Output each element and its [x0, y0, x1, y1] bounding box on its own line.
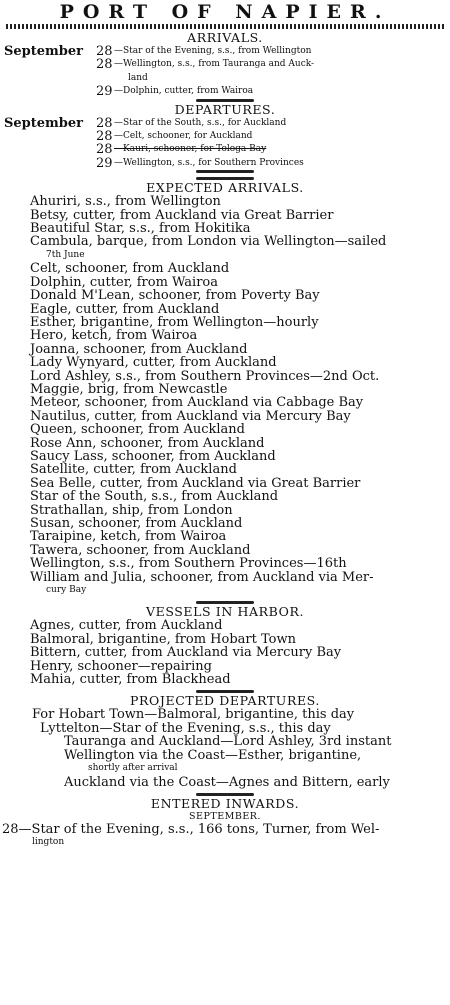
row-text: Tawera, schooner, from Auckland [30, 542, 251, 558]
row-text: Joanna, schooner, from Auckland [30, 341, 248, 357]
arrivals-row [0, 45, 450, 58]
expected-row [0, 316, 450, 329]
expected-row [0, 343, 450, 356]
row-text: —Kauri, schooner, for Tologa Bay [114, 144, 267, 155]
row-text: Cambula, barque, from London via Wellington—sailed [30, 234, 387, 250]
row-text: Celt, schooner, from Auckland [30, 261, 230, 277]
row-text: Bittern, cutter, from Auckland via Mercury Bay [30, 645, 342, 661]
row-text: Satellite, cutter, from Auckland [30, 462, 237, 478]
page-title: PORT OF NAPIER. [59, 1, 391, 23]
arrivals-heading: ARRIVALS. [187, 30, 263, 45]
expected-row [0, 423, 450, 436]
departures-row [0, 157, 450, 170]
row-text: Wellington, s.s., from Southern Provinces—16th [30, 556, 347, 572]
departures-row [0, 117, 450, 130]
entered-inwards-heading: ENTERED INWARDS. [150, 795, 300, 811]
departures-section [0, 103, 450, 174]
row-text: —Star of the Evening, s.s., from Wellington [114, 46, 312, 56]
row-text: Saucy Lass, schooner, from Auckland [30, 448, 276, 464]
expected-row [0, 410, 450, 423]
entered-inwards-section [0, 793, 450, 850]
projected-row [0, 708, 450, 721]
expected-row [0, 450, 450, 463]
row-text: Lady Wynyard, cutter, from Auckland [30, 355, 277, 371]
expected-row [0, 571, 450, 598]
row-text: Wellington via the Coast—Esther, brigantine, [64, 747, 362, 763]
expected-arrivals-heading: EXPECTED ARRIVALS. [146, 180, 304, 196]
harbor-row [0, 673, 450, 686]
row-text: Lyttelton—Star of the Evening, s.s., this day [40, 720, 331, 736]
expected-row [0, 289, 450, 302]
row-continuation: land [128, 72, 148, 83]
row-text: Lord Ashley, s.s., from Southern Provinces—2nd Oct. [30, 368, 380, 384]
expected-row [0, 303, 450, 316]
expected-row [0, 383, 450, 396]
expected-arrivals-section [0, 177, 450, 597]
projected-row [0, 722, 450, 735]
row-day: 29 [96, 84, 113, 100]
row-text: 28—Star of the Evening, s.s., 166 tons, Turner, from Wel- [2, 821, 380, 837]
vessels-in-harbor-section [0, 601, 450, 686]
projected-departures-heading: PROJECTED DEPARTURES. [130, 693, 320, 709]
harbor-row [0, 646, 450, 659]
row-text: Maggie, brig, from Newcastle [30, 381, 228, 397]
row-text: Meteor, schooner, from Auckland via Cabbage Bay [30, 395, 364, 411]
row-text: Nautilus, cutter, from Auckland via Mercury Bay [30, 408, 351, 424]
arrivals-section [0, 31, 450, 102]
row-continuation: lington [32, 837, 65, 848]
row-text: —Celt, schooner, for Auckland [114, 131, 253, 142]
expected-row [0, 396, 450, 409]
departures-row [0, 143, 450, 156]
row-text: For Hobart Town—Balmoral, brigantine, this day [32, 707, 355, 723]
row-text: Agnes, cutter, from Auckland [30, 618, 223, 634]
expected-row [0, 557, 450, 570]
harbor-row [0, 660, 450, 673]
arrivals-row [0, 85, 450, 98]
expected-row [0, 544, 450, 557]
row-text: Henry, schooner—repairing [30, 658, 212, 674]
row-text: Sea Belle, cutter, from Auckland via Great Barrier [30, 475, 361, 491]
projected-row [0, 749, 450, 776]
departures-heading: DEPARTURES. [174, 101, 276, 117]
row-day: 28 [96, 129, 113, 145]
row-text: Donald M'Lean, schooner, from Poverty Bay [30, 288, 320, 304]
row-day: 28 [96, 142, 113, 158]
row-day: 28 [96, 44, 113, 59]
projected-row [0, 735, 450, 748]
row-text: —Star of the South, s.s., for Auckland [114, 117, 287, 128]
row-text: Rose Ann, schooner, from Auckland [30, 435, 265, 451]
row-text: Star of the South, s.s., from Auckland [30, 489, 279, 505]
row-text: Mahia, cutter, from Blackhead [30, 672, 231, 688]
expected-row [0, 530, 450, 543]
row-text: Betsy, cutter, from Auckland via Great Barrier [30, 207, 334, 223]
row-text: Beautiful Star, s.s., from Hokitika [30, 221, 251, 237]
departures-row [0, 130, 450, 143]
row-text: Ahuriri, s.s., from Wellington [30, 194, 221, 210]
row-text: Queen, schooner, from Auckland [30, 422, 245, 438]
row-date: September [4, 115, 83, 131]
expected-row [0, 437, 450, 450]
expected-row [0, 477, 450, 490]
harbor-row [0, 619, 450, 632]
row-text: Taraipine, ketch, from Wairoa [30, 529, 227, 545]
title-ornament-rule [6, 24, 444, 29]
expected-row [0, 209, 450, 222]
row-text: Susan, schooner, from Auckland [30, 516, 243, 531]
departures-rule [196, 170, 254, 173]
row-text: —Dolphin, cutter, from Wairoa [114, 86, 254, 97]
row-text: Dolphin, cutter, from Wairoa [30, 274, 218, 290]
expected-row [0, 262, 450, 275]
expected-row [0, 463, 450, 476]
row-text: Esther, brigantine, from Wellington—hourly [30, 314, 319, 330]
expected-row [0, 235, 450, 262]
expected-row [0, 222, 450, 235]
entered-row [0, 823, 450, 850]
expected-row [0, 195, 450, 208]
expected-row [0, 504, 450, 517]
arrivals-row [0, 58, 450, 85]
row-text: Auckland via the Coast—Agnes and Bittern, early [64, 774, 390, 790]
entered-month-subheading: SEPTEMBER. [189, 810, 261, 822]
expected-row [0, 276, 450, 289]
expected-row [0, 490, 450, 503]
row-day: 28 [96, 115, 113, 131]
row-text: Eagle, cutter, from Auckland [30, 301, 220, 317]
expected-row [0, 370, 450, 383]
row-continuation: 7th June [46, 249, 85, 260]
row-text: Tauranga and Auckland—Lord Ashley, 3rd instant [64, 734, 392, 750]
row-text: —Wellington, s.s., from Tauranga and Auck- [114, 59, 315, 70]
row-text: —Wellington, s.s., for Southern Provinces [114, 157, 304, 168]
expected-row [0, 329, 450, 342]
projected-departures-section [0, 690, 450, 788]
row-day: 29 [96, 155, 113, 171]
expected-row [0, 356, 450, 369]
row-continuation: shortly after arrival [88, 763, 178, 774]
vessels-in-harbor-heading: VESSELS IN HARBOR. [145, 604, 305, 620]
harbor-row [0, 633, 450, 646]
row-day: 28 [96, 57, 113, 73]
row-date: September [4, 44, 83, 59]
expected-row [0, 517, 450, 530]
row-continuation: cury Bay [46, 585, 87, 596]
row-text: Hero, ketch, from Wairoa [30, 328, 198, 344]
row-text: Balmoral, brigantine, from Hobart Town [30, 631, 296, 647]
row-text: William and Julia, schooner, from Auckland via Mer- [30, 569, 374, 585]
projected-row [0, 776, 450, 789]
row-text: Strathallan, ship, from London [30, 502, 233, 518]
